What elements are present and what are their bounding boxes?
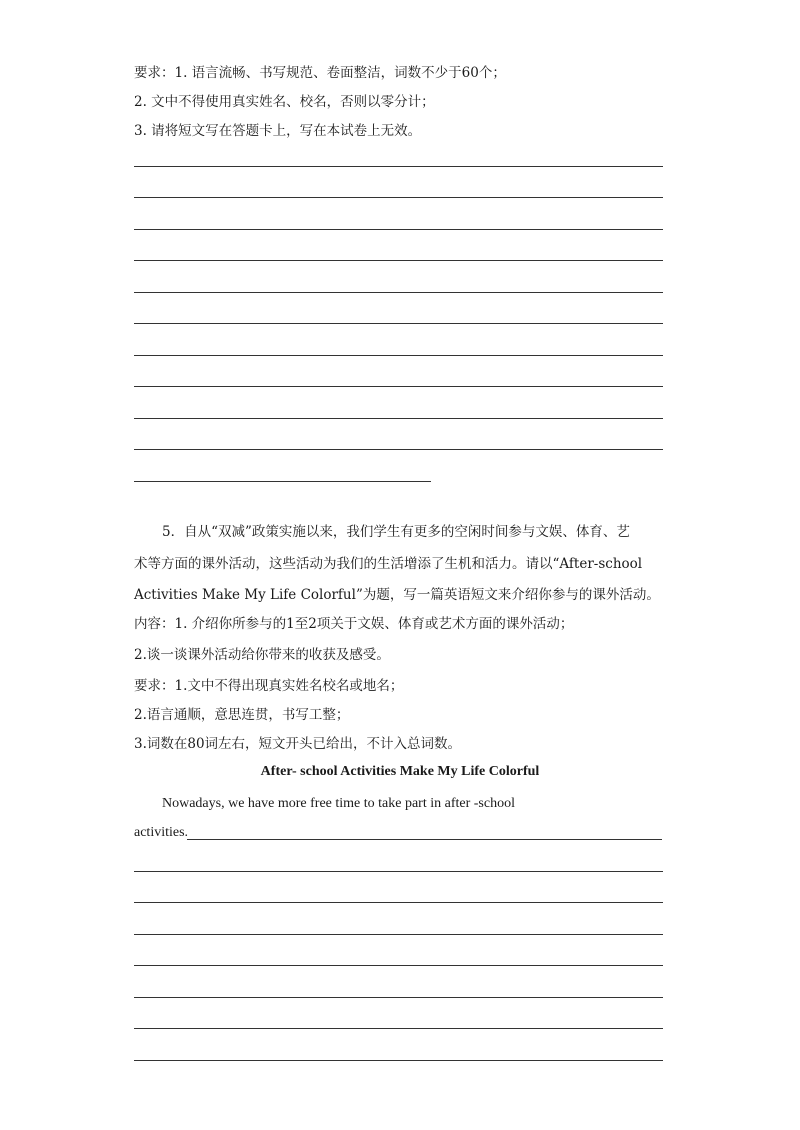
writing-line [134, 323, 663, 324]
writing-line [134, 229, 663, 230]
writing-line [134, 418, 663, 419]
requirement-line-2: 2. 文中不得使用真实姓名、校名，否则以零分计； [134, 94, 435, 110]
q5-intro-line-2: 术等方面的课外活动，这些活动为我们的生活增添了生机和活力。请以“After-school [134, 556, 643, 572]
essay-start-line-1: Nowadays, we have more free time to take part in after -school [162, 796, 515, 811]
writing-line [134, 871, 663, 872]
q5-intro-line-3: Activities Make My Life Colorful”为题，写一篇英语短文来介绍你参与的课外活动。 [134, 587, 660, 603]
writing-line [134, 260, 663, 261]
writing-line [134, 197, 663, 198]
q5-requirement-line-2: 2.语言通顺，意思连贯，书写工整； [134, 707, 350, 723]
writing-line [134, 902, 663, 903]
requirement-line-1: 要求：1. 语言流畅、书写规范、卷面整洁，词数不少于60个； [134, 65, 506, 81]
requirement-line-3: 3. 请将短文写在答题卡上，写在本试卷上无效。 [134, 123, 422, 139]
q5-requirement-line-3: 3.词数在80词左右，短文开头已给出，不计入总词数。 [134, 736, 462, 752]
writing-line [134, 1028, 663, 1029]
q5-requirement-line-1: 要求：1.文中不得出现真实姓名校名或地名； [134, 678, 404, 694]
writing-line [134, 965, 663, 966]
writing-line [134, 1060, 663, 1061]
writing-line-short [134, 481, 431, 482]
essay-title: After- school Activities Make My Life Colorful [260, 764, 540, 779]
writing-line [134, 292, 663, 293]
writing-line [134, 934, 663, 935]
q5-content-line-2: 2.谈一谈课外活动给你带来的收获及感受。 [134, 647, 390, 663]
writing-line [187, 839, 662, 840]
writing-line [134, 997, 663, 998]
q5-intro-line-1: 5．自从“双减”政策实施以来，我们学生有更多的空闲时间参与文娱、体育、艺 [162, 524, 630, 540]
q5-content-line-1: 内容：1. 介绍你所参与的1至2项关于文娱、体育或艺术方面的课外活动； [134, 616, 574, 632]
writing-line [134, 166, 663, 167]
writing-line [134, 386, 663, 387]
writing-line [134, 355, 663, 356]
writing-line [134, 449, 663, 450]
essay-start-line-2: activities. [134, 825, 189, 840]
